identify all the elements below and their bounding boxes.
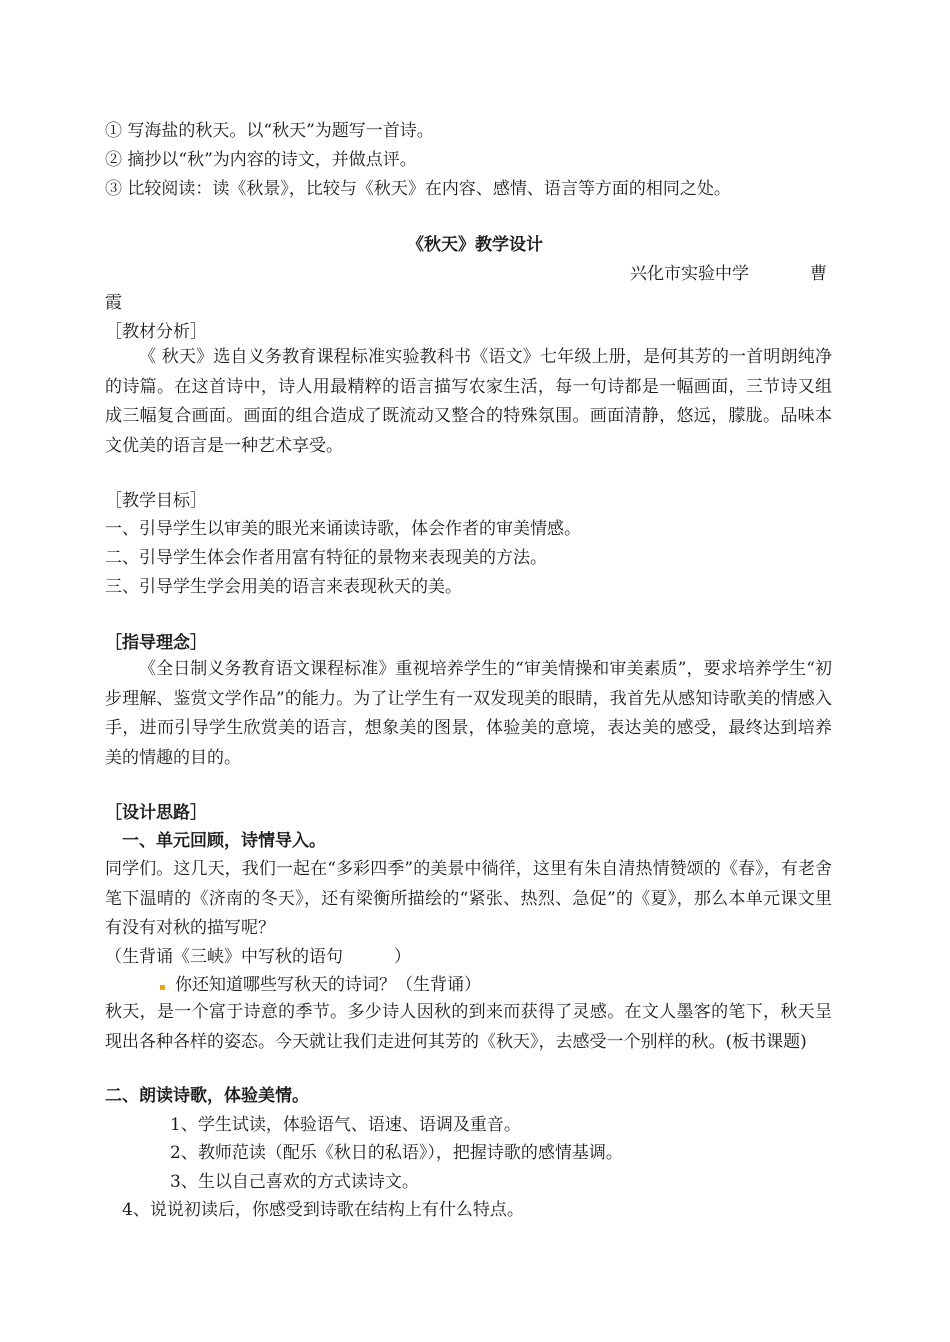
homework-item-3: ③ 比较阅读：读《秋景》，比较与《秋天》在内容、感情、语言等方面的相同之处。 (105, 179, 731, 199)
analysis-paragraph: 《 秋天》选自义务教育课程标准实验教科书《语文》七年级上册，是何其芳的一首明朗纯净的诗篇。在这首诗中，诗人用最精粹的语言描写农家生活，每一句诗都是一幅画面，三节诗又组成三幅复合画面。画面的组合造成了既流动又整合的特殊氛围。画面清静，悠远，朦胧。品味本文优美的语言是一种艺术享受。 (105, 347, 832, 456)
step1-heading: 一、单元回顾，诗情导入。 (122, 831, 326, 851)
author-surname: 曹 (810, 264, 827, 284)
goal-item: 一、引导学生以审美的眼光来诵读诗歌，体会作者的审美情感。 (105, 519, 581, 539)
step2-item: 3、生以自己喜欢的方式读诗文。 (170, 1172, 419, 1192)
goals-heading: ［教学目标］ (105, 491, 207, 511)
goal-item: 三、引导学生学会用美的语言来表现秋天的美。 (105, 577, 462, 597)
step2-item: 1、学生试读，体验语气、语速、语调及重音。 (170, 1115, 521, 1135)
philosophy-heading: ［指导理念］ (105, 633, 207, 653)
analysis-heading: ［教材分析］ (105, 322, 207, 342)
philosophy-paragraph: 《全日制义务教育语文课程标准》重视培养学生的“审美情操和审美素质”，要求培养学生“初步理解、鉴赏文学作品”的能力。为了让学生有一双发现美的眼睛，我首先从感知诗歌美的情感入手，进而引导学生欣赏美的语言，想象美的图景，体验美的意境，表达美的感受，最终达到培养美的情趣的目的。 (105, 659, 832, 768)
document-title: 《秋天》教学设计 (407, 235, 543, 255)
question-text: 你还知道哪些写秋天的诗词？（生背诵） (175, 975, 481, 995)
school-name: 兴化市实验中学 (630, 264, 749, 284)
author-given-name: 霞 (105, 293, 122, 313)
autumn-paragraph: 秋天，是一个富于诗意的季节。多少诗人因秋的到来而获得了灵感。在文人墨客的笔下，秋天呈现出各种各样的姿态。今天就让我们走进何其芳的《秋天》，去感受一个别样的秋。(板书课题) (105, 1002, 832, 1052)
step2-item-4: 4、说说初读后，你感受到诗歌在结构上有什么特点。 (122, 1200, 524, 1220)
step2-item: 2、教师范读（配乐《秋日的私语》），把握诗歌的感情基调。 (170, 1143, 623, 1163)
step1-paragraph: 同学们。这几天，我们一起在“多彩四季”的美景中徜徉，这里有朱自清热情赞颂的《春》，有老舍笔下温晴的《济南的冬天》，还有梁衡所描绘的“紧张、热烈、急促”的《夏》，那么本单元课文里有没有对秋的描写呢？ (105, 859, 832, 938)
bullet-marker (160, 985, 165, 990)
homework-item-1: ① 写海盐的秋天。以“秋天”为题写一首诗。 (105, 121, 434, 141)
design-heading: ［设计思路］ (105, 803, 207, 823)
goal-item: 二、引导学生体会作者用富有特征的景物来表现美的方法。 (105, 548, 547, 568)
step2-heading: 二、朗读诗歌，体验美情。 (105, 1086, 309, 1106)
question-line (160, 973, 481, 997)
homework-item-2: ② 摘抄以“秋”为内容的诗文，并做点评。 (105, 150, 417, 170)
recite-line: （生背诵《三峡》中写秋的语句 ） (105, 947, 411, 967)
